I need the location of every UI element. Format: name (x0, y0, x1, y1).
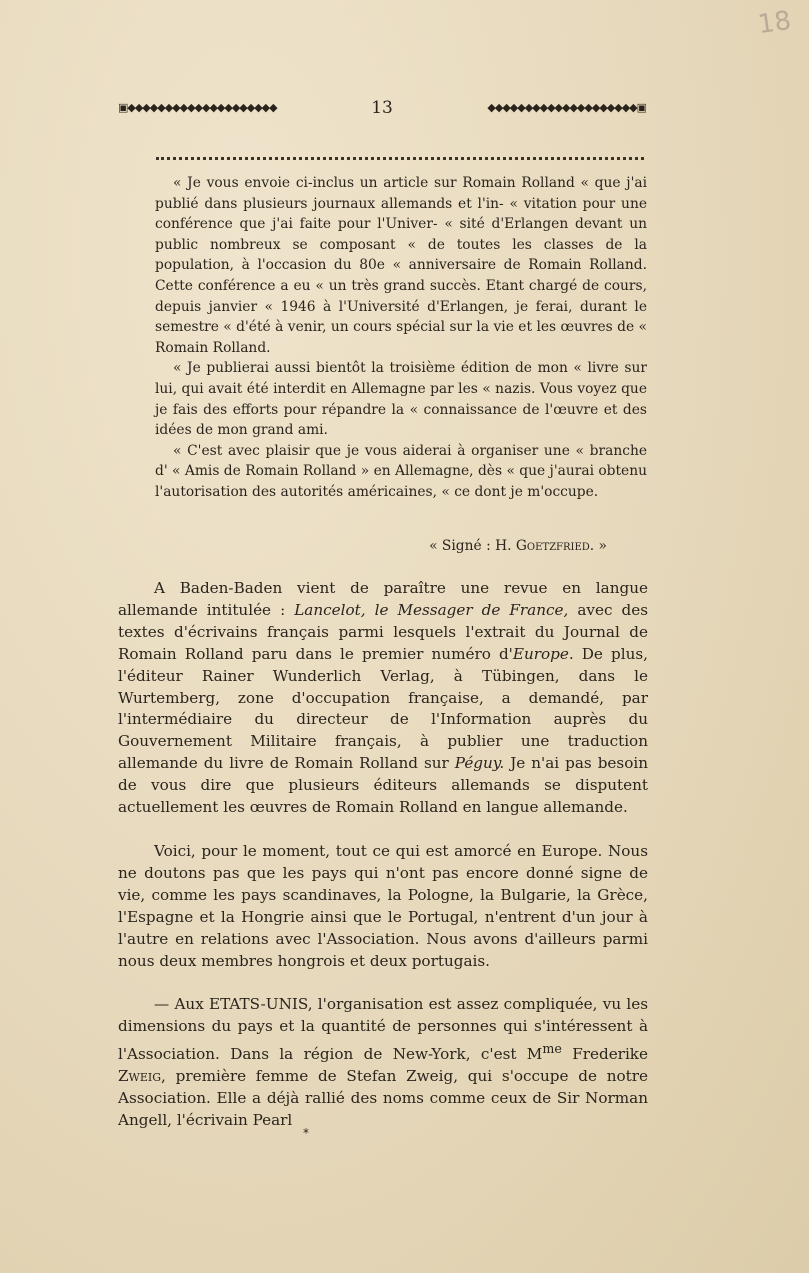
text-run: A Baden-Baden vient de paraître une revue en langue allemande intitulée : (118, 579, 648, 619)
ornament-left: ▣◆◆◆◆◆◆◆◆◆◆◆◆◆◆◆◆◆◆◆◆ (118, 101, 277, 114)
name-zweig: Zweig (118, 1067, 162, 1086)
body-text (118, 578, 648, 1154)
paragraph-baden-baden (118, 578, 648, 819)
paragraph-europe: Voici, pour le moment, tout ce qui est amorcé en Europe. Nous ne doutons pas que les pays qui n'ont pas encore donné signe de vie, comme les pays scandinaves, la Pologne, la Bulgarie, la Grèce, l'Espagne et la Hongrie ainsi que le Portugal, n'entrent d'un jour à l'autre en relations avec l'Association. Nous avons d'ailleurs parmi nous deux membres hongrois et deux portugais. (118, 841, 648, 970)
quote-paragraph: « Je publierai aussi bientôt la troisième édition de mon « livre sur lui, qui avait été interdit en Allemagne par les « nazis. Vous voyez que je fais des efforts pour répandre la « connaissance de l'œuvre et des idées de mon grand ami. (155, 360, 647, 439)
title-peguy: Péguy. (454, 754, 505, 773)
title-europe: Europe. (512, 644, 574, 663)
signature-prefix: « Signé : H. (429, 538, 516, 554)
title-lancelot: Lancelot, le Messager de France, (294, 600, 569, 619)
paragraph-etats-unis (118, 994, 648, 1132)
quote-signature (155, 538, 607, 554)
signature-name: Goetzfried (515, 538, 590, 554)
text-run: , première femme de Stefan Zweig, qui s'occupe de notre Association. Elle a déjà rallié des noms comme ceux de Sir Norman Angell, l'écrivain Pearl (118, 1067, 648, 1129)
text-run: Je n'ai pas besoin de vous dire que plusieurs éditeurs allemands se disputent actuellement les œuvres de Romain Rolland en langue allemande. (118, 754, 648, 817)
quoted-letter (155, 173, 647, 503)
footer-mark: * (303, 1126, 309, 1140)
superscript: me (542, 1041, 562, 1057)
dotted-separator (156, 157, 644, 160)
signature-suffix: . » (589, 538, 607, 554)
quote-paragraph: « C'est avec plaisir que je vous aiderai à organiser une « branche d' « Amis de Romain Rolland » en Allemagne, dès « que j'aurai obtenu l'autorisation des autorités américaines, « ce dont je m'occupe. (155, 442, 647, 500)
ornament-right: ◆◆◆◆◆◆◆◆◆◆◆◆◆◆◆◆◆◆◆◆▣ (487, 101, 647, 114)
text-run: Frederike (561, 1045, 648, 1064)
text-run: De plus, l'éditeur Rainer Wunderlich Verlag, à Tübingen, dans le Wurtemberg, zone d'occupation française, a demandé, par l'intermédiaire du directeur de l'Information auprès du Gouvernement Militaire français, à publier une traduction allemande du livre de Romain Rolland sur (118, 644, 648, 773)
quote-paragraph: « Je vous envoie ci-inclus un article sur Romain Rolland « que j'ai publié dans plusieurs journaux allemands et l'in- « vitation pour une conférence que j'ai faite pour l'Univer- « sité d'Erlangen devant un public nombreux se composant « de toutes les classes de la population, à l'occasion du 80e « anniversaire de Romain Rolland. Cette conférence a eu « un très grand succès. Etant chargé de cours, depuis janvier « 1946 à l'Université d'Erlangen, je ferai, durant le semestre « d'été à venir, un cours spécial sur la vie et les œuvres de « Romain Rolland. (155, 175, 647, 356)
text-run: avec des textes d'écrivains français parmi lesquels l'extrait du Journal de Romain Rolland paru dans le premier numéro d' (118, 600, 649, 663)
text-run: — Aux ETATS-UNIS, l'organisation est assez compliquée, vu les dimensions du pays et la quantité de personnes qui s'intéressent à l'Association. Dans la région de New-York, c'est M (118, 995, 648, 1064)
page-number: 13 (371, 98, 393, 118)
handwritten-page-mark: 18 (756, 5, 794, 41)
running-header (118, 96, 646, 120)
